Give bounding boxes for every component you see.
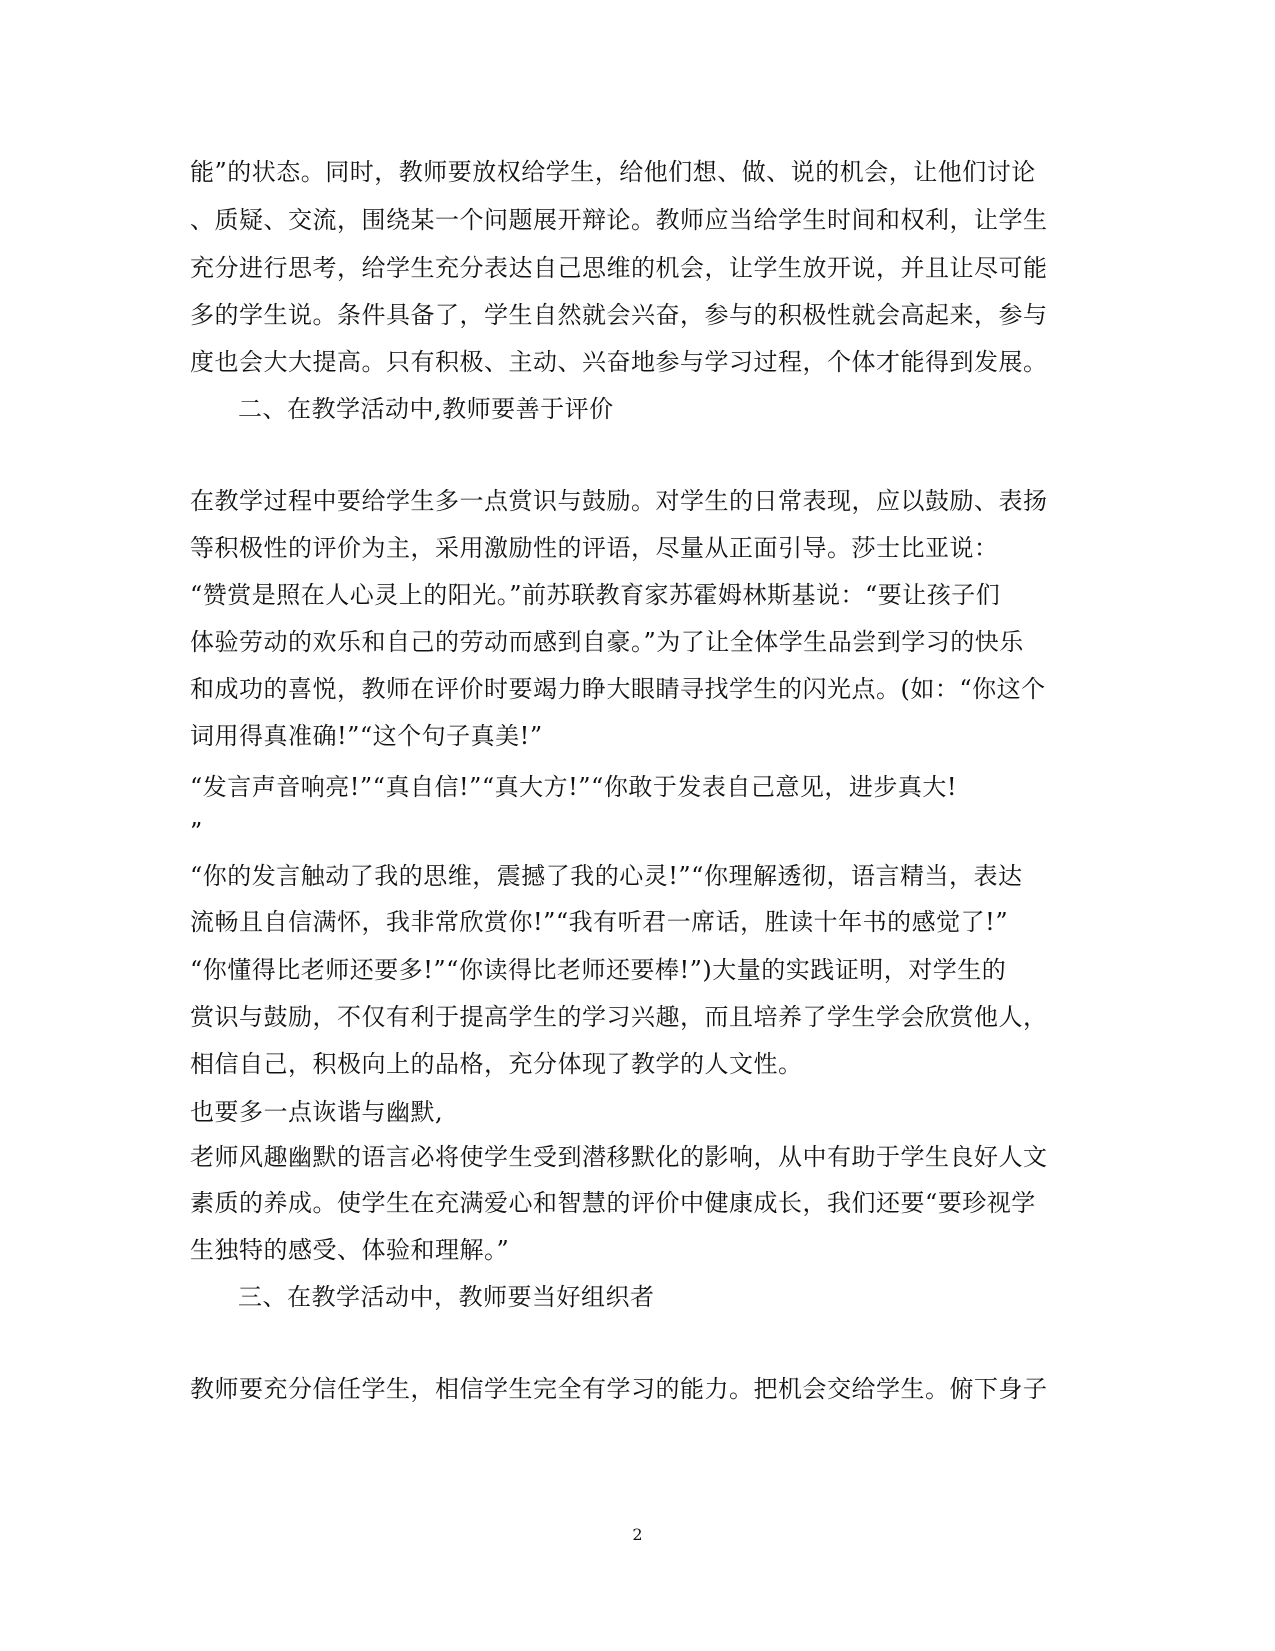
paragraph-line: 素质的养成。使学生在充满爱心和智慧的评价中健康成长，我们还要“要珍视学 bbox=[190, 1189, 1036, 1217]
paragraph-line: 在教学过程中要给学生多一点赏识与鼓励。对学生的日常表现，应以鼓励、表扬 bbox=[190, 487, 1048, 515]
paragraph-line: 度也会大大提高。只有积极、主动、兴奋地参与学习过程，个体才能得到发展。 bbox=[190, 348, 1048, 376]
paragraph-line: “你懂得比老师还要多!”“你读得比老师还要棒!”)大量的实践证明，对学生的 bbox=[190, 956, 1007, 984]
paragraph-line: 和成功的喜悦，教师在评价时要竭力睁大眼睛寻找学生的闪光点。(如：“你这个 bbox=[190, 675, 1046, 703]
paragraph-line: “你的发言触动了我的思维，震撼了我的心灵!”“你理解透彻，语言精当，表达 bbox=[190, 862, 1023, 890]
paragraph-line: 教师要充分信任学生，相信学生完全有学习的能力。把机会交给学生。俯下身子 bbox=[190, 1375, 1048, 1403]
paragraph-line: “赞赏是照在人心灵上的阳光。”前苏联教育家苏霍姆林斯基说：“要让孩子们 bbox=[190, 581, 1001, 609]
paragraph-line: 多的学生说。条件具备了，学生自然就会兴奋，参与的积极性就会高起来，参与 bbox=[190, 301, 1048, 329]
paragraph-line: 老师风趣幽默的语言必将使学生受到潜移默化的影响，从中有助于学生良好人文 bbox=[190, 1143, 1048, 1171]
paragraph-line: 等积极性的评价为主，采用激励性的评语，尽量从正面引导。莎士比亚说： bbox=[190, 534, 999, 562]
paragraph-line: “发言声音响亮!”“真自信!”“真大方!”“你敢于发表自己意见，进步真大! bbox=[190, 773, 957, 801]
paragraph-line: 赏识与鼓励，不仅有利于提高学生的学习兴趣，而且培养了学生学会欣赏他人， bbox=[190, 1003, 1048, 1031]
page-number: 2 bbox=[632, 1525, 643, 1544]
section-heading: 三、在教学活动中，教师要当好组织者 bbox=[238, 1283, 655, 1311]
paragraph-line: 能”的状态。同时，教师要放权给学生，给他们想、做、说的机会，让他们讨论 bbox=[190, 158, 1036, 186]
paragraph-line: 体验劳动的欢乐和自己的劳动而感到自豪。”为了让全体学生品尝到学习的快乐 bbox=[190, 628, 1024, 656]
paragraph-line: 也要多一点诙谐与幽默, bbox=[190, 1098, 444, 1126]
paragraph-line: 词用得真准确!”“这个句子真美!” bbox=[190, 722, 543, 750]
paragraph-line: 、质疑、交流，围绕某一个问题展开辩论。教师应当给学生时间和权利，让学生 bbox=[190, 206, 1048, 234]
paragraph-line: ” bbox=[190, 818, 203, 846]
section-heading: 二、在教学活动中,教师要善于评价 bbox=[238, 395, 614, 423]
paragraph-line: 充分进行思考，给学生充分表达自己思维的机会，让学生放开说，并且让尽可能 bbox=[190, 254, 1048, 282]
paragraph-line: 流畅且自信满怀，我非常欣赏你!”“我有听君一席话，胜读十年书的感觉了!” bbox=[190, 908, 1009, 936]
paragraph-line: 生独特的感受、体验和理解。” bbox=[190, 1236, 510, 1264]
paragraph-line: 相信自己，积极向上的品格，充分体现了教学的人文性。 bbox=[190, 1050, 803, 1078]
